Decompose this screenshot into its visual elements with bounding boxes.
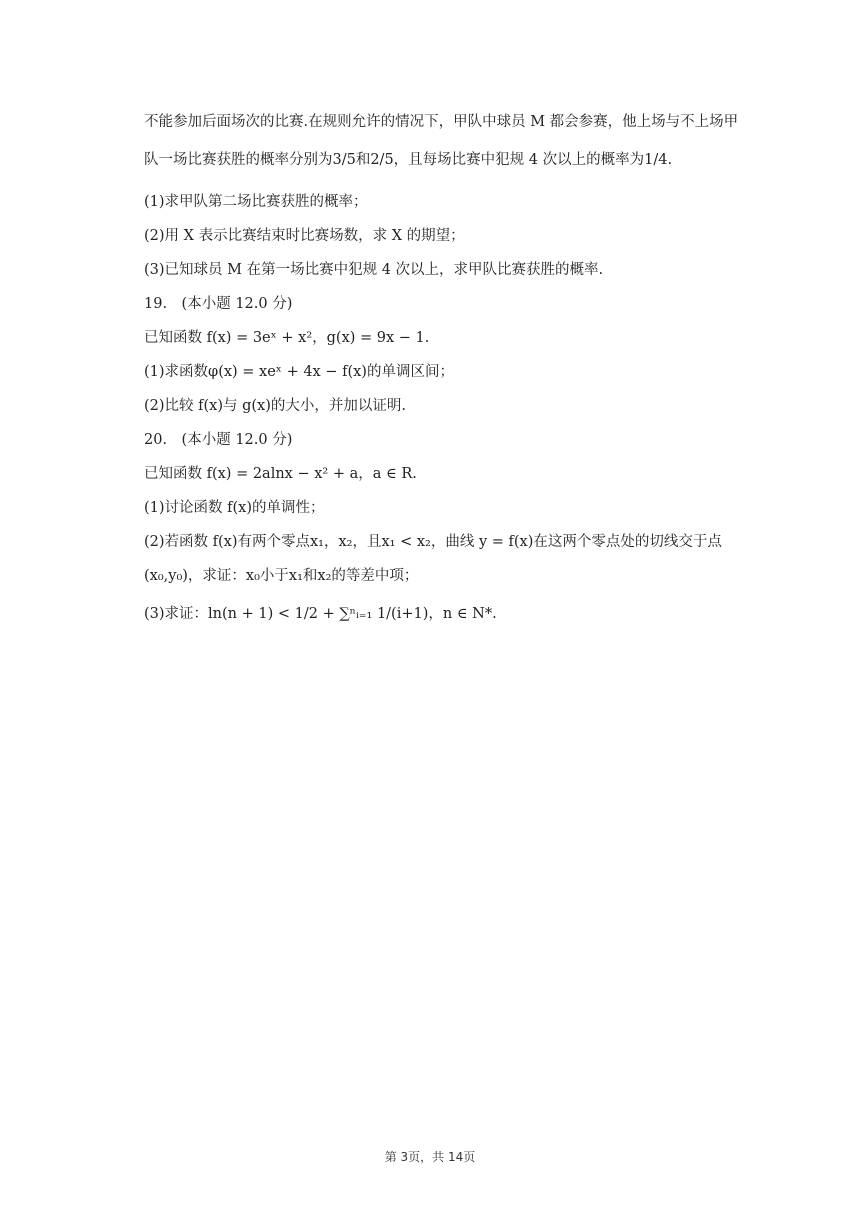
text-line-13: (2)若函数 f(x)有两个零点x₁，x₂，且x₁ < x₂，曲线 y = f(x)在这两个零点处的切线交于点 — [144, 534, 722, 550]
question-20-header: 20. (本小题 12.0 分) — [144, 432, 293, 448]
text-line-12: (1)讨论函数 f(x)的单调性； — [144, 500, 325, 516]
text-line-11: 已知函数 f(x) = 2alnx − x² + a，a ∈ R. — [144, 466, 417, 482]
text-line-15: (3)求证：ln(n + 1) < 1/2 + ∑ⁿᵢ₌₁ 1/(i+1)，n ∈ N*. — [144, 606, 497, 622]
text-line-9: (2)比较 f(x)与 g(x)的大小，并加以证明. — [144, 398, 406, 414]
text-line-8: (1)求函数φ(x) = xeˣ + 4x − f(x)的单调区间； — [144, 364, 454, 380]
text-line-2: 队一场比赛获胜的概率分别为3/5和2/5，且每场比赛中犯规 4 次以上的概率为1/4. — [144, 152, 673, 168]
text-line-4: (2)用 X 表示比赛结束时比赛场数，求 X 的期望； — [144, 228, 465, 244]
text-line-3: (1)求甲队第二场比赛获胜的概率； — [144, 194, 368, 210]
text-line-5: (3)已知球员 M 在第一场比赛中犯规 4 次以上，求甲队比赛获胜的概率. — [144, 262, 604, 278]
question-19-header: 19. (本小题 12.0 分) — [144, 296, 293, 312]
text-line-1: 不能参加后面场次的比赛.在规则允许的情况下，甲队中球员 M 都会参赛，他上场与不上场甲 — [144, 114, 739, 130]
page-footer: 第 3页，共 14页 — [384, 1150, 476, 1164]
text-line-14: (x₀,y₀)，求证：x₀小于x₁和x₂的等差中项； — [144, 568, 419, 584]
text-line-7: 已知函数 f(x) = 3eˣ + x²，g(x) = 9x − 1. — [144, 330, 430, 346]
